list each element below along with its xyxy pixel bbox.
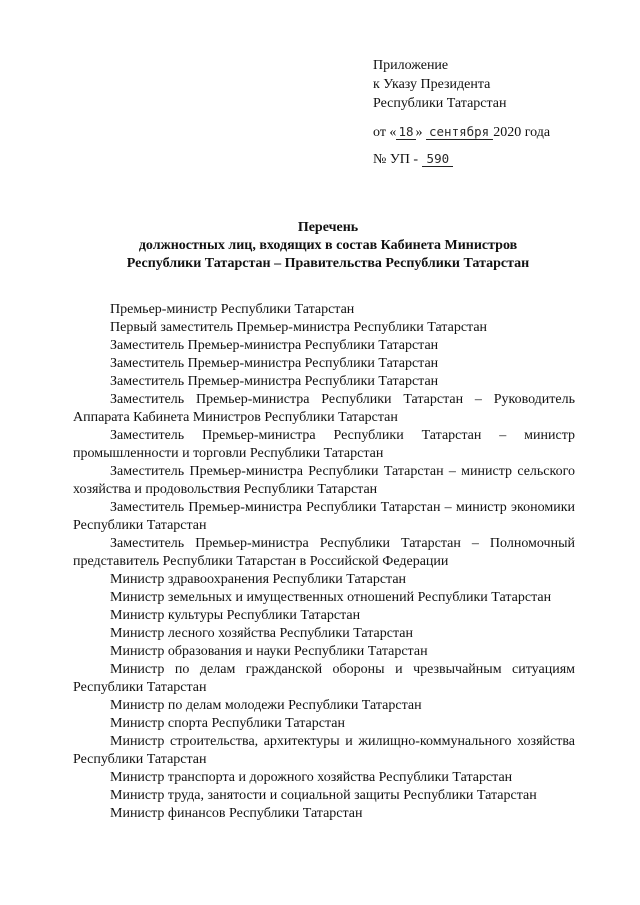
list-item: Заместитель Премьер-министра Республики Татарстан – министр сельского хозяйства и продовольствия Республики Татарстан: [73, 464, 575, 497]
list-item: Министр земельных и имущественных отношений Республики Татарстан: [110, 590, 552, 605]
republic-name: Республики Татарстан: [373, 96, 507, 111]
list-item: Заместитель Премьер-министра Республики Татарстан: [110, 374, 439, 389]
list-item: Заместитель Премьер-министра Республики Татарстан – министр промышленности и торговли Республики Татарстан: [73, 428, 575, 461]
list-item: Министр по делам гражданской обороны и чрезвычайным ситуациям Республики Татарстан: [73, 662, 575, 695]
number-value: 590: [422, 151, 454, 167]
list-item: Заместитель Премьер-министра Республики Татарстан – Полномочный представитель Республики Татарстан в Российской Федерации: [73, 536, 575, 569]
list-item: Заместитель Премьер-министра Республики Татарстан: [110, 338, 439, 353]
date-month: сентября: [426, 124, 493, 140]
title-line-3: Республики Татарстан – Правительства Республики Татарстан: [126, 256, 530, 271]
title-line-2: должностных лиц, входящих в состав Кабинета Министров: [138, 238, 518, 253]
list-item: Заместитель Премьер-министра Республики Татарстан – министр экономики Республики Татарстан: [73, 500, 575, 533]
appendix-label: Приложение: [373, 58, 449, 73]
list-item: Министр здравоохранения Республики Татарстан: [110, 572, 407, 587]
list-item: Министр труда, занятости и социальной защиты Республики Татарстан: [110, 788, 537, 803]
list-item: Министр образования и науки Республики Татарстан: [110, 644, 428, 659]
decree-date: [373, 123, 550, 142]
list-item: Министр культуры Республики Татарстан: [110, 608, 361, 623]
list-item: Премьер-министр Республики Татарстан: [110, 302, 355, 317]
document-title: [70, 219, 586, 273]
list-item: Заместитель Премьер-министра Республики Татарстан: [110, 356, 439, 371]
date-day: 18: [398, 124, 414, 139]
number-prefix: № УП -: [373, 152, 419, 167]
list-item: Министр транспорта и дорожного хозяйства Республики Татарстан: [110, 770, 513, 785]
date-prefix: от «: [373, 125, 397, 140]
list-item: Министр спорта Республики Татарстан: [110, 716, 345, 731]
positions-list: [73, 301, 575, 823]
list-item: Министр по делам молодежи Республики Татарстан: [110, 698, 422, 713]
date-year: 2020 года: [493, 125, 551, 140]
decree-number: [373, 150, 550, 169]
list-item: Министр финансов Республики Татарстан: [110, 806, 363, 821]
decree-reference: к Указу Президента: [373, 77, 491, 92]
appendix-header: [373, 56, 550, 169]
list-item: Первый заместитель Премьер-министра Республики Татарстан: [110, 320, 488, 335]
list-item: Заместитель Премьер-министра Республики Татарстан – Руководитель Аппарата Кабинета Министров Республики Татарстан: [73, 392, 575, 425]
list-item: Министр строительства, архитектуры и жилищно-коммунального хозяйства Республики Татарстан: [73, 734, 575, 767]
title-line-1: Перечень: [297, 220, 359, 235]
list-item: Министр лесного хозяйства Республики Татарстан: [110, 626, 413, 641]
date-mid: »: [415, 125, 423, 140]
